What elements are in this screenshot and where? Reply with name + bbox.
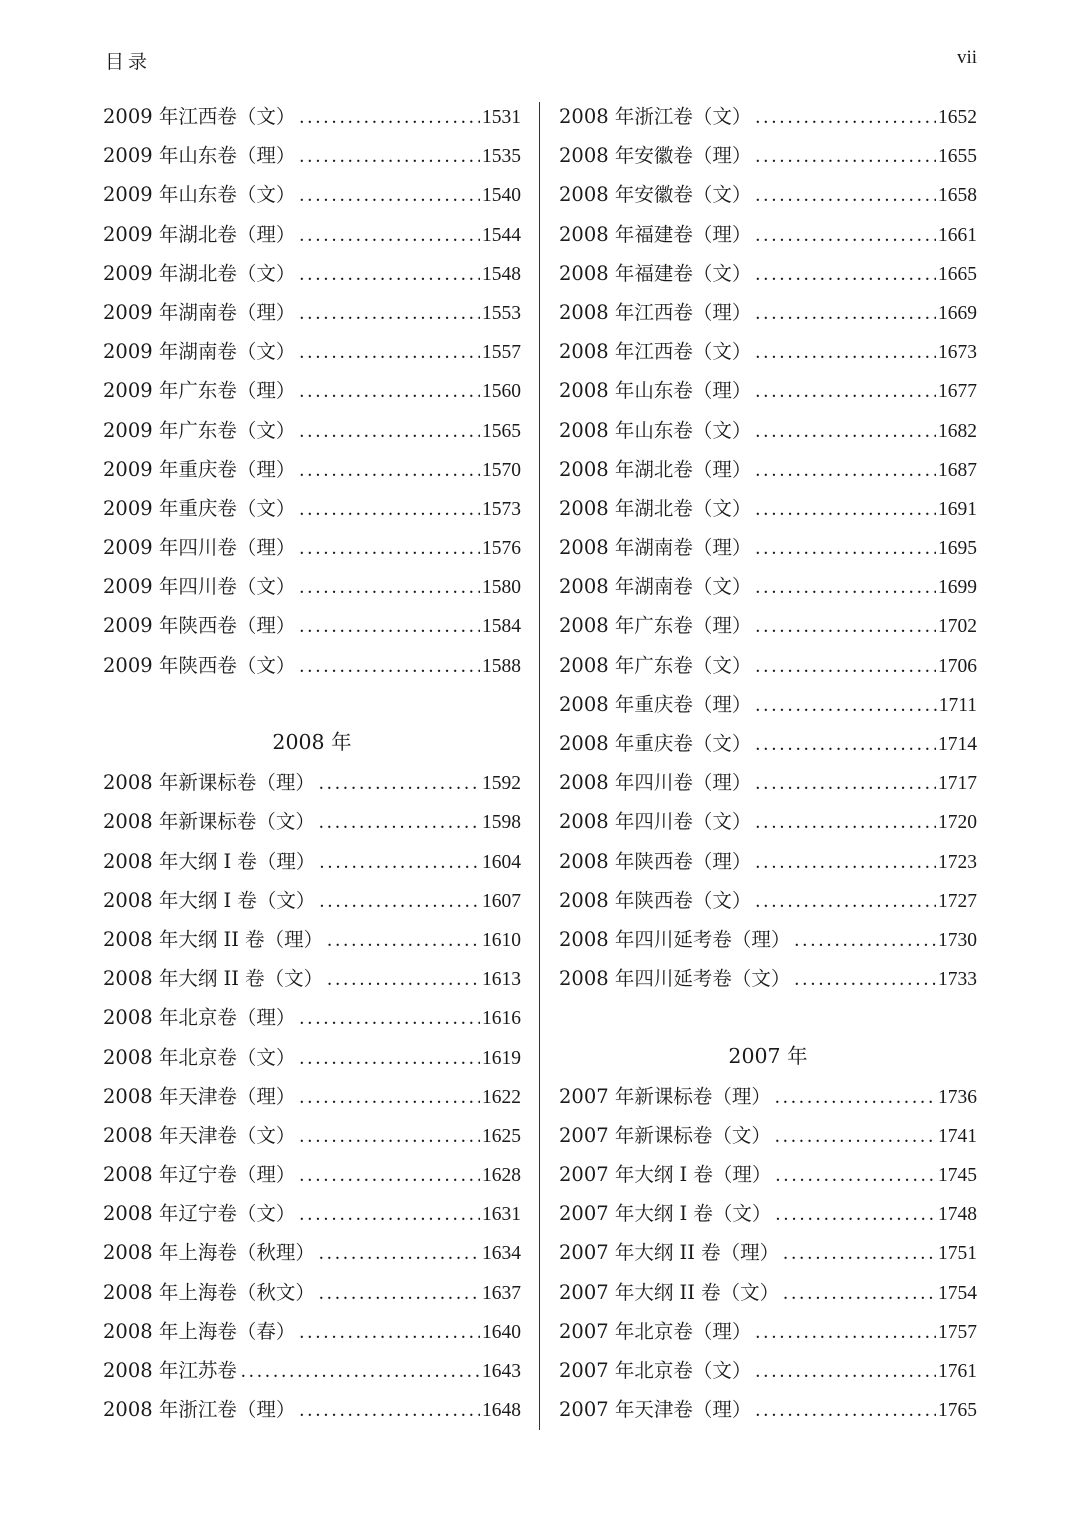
toc-entry-page: 1584 — [482, 616, 521, 638]
toc-entry-title: 2007 年新课标卷（文） — [559, 1123, 771, 1147]
toc-entry[interactable] — [103, 842, 521, 881]
toc-entry-page: 1658 — [938, 185, 977, 207]
dot-leader — [755, 725, 936, 764]
dot-leader — [299, 1391, 480, 1430]
dot-leader — [783, 1274, 936, 1313]
dot-leader — [783, 1234, 936, 1273]
toc-entry[interactable] — [559, 97, 977, 136]
toc-entry-page: 1531 — [482, 107, 521, 128]
toc-entry[interactable] — [103, 254, 521, 293]
toc-entry[interactable] — [103, 293, 521, 332]
dot-leader — [241, 1352, 480, 1391]
toc-entry-page: 1730 — [938, 929, 977, 951]
toc-entry-page: 1682 — [938, 420, 977, 442]
toc-group-2008-cont — [559, 97, 977, 998]
toc-entry-page: 1673 — [938, 342, 977, 364]
toc-entry[interactable] — [103, 1273, 521, 1312]
toc-entry-title: 2009 年山东卷（理） — [103, 144, 296, 168]
toc-entry-page: 1733 — [938, 969, 977, 991]
toc-right-column — [559, 97, 977, 1429]
toc-entry-title: 2008 年浙江卷（文） — [559, 105, 752, 128]
toc-entry[interactable] — [559, 1116, 977, 1155]
toc-entry[interactable] — [103, 450, 521, 489]
section-heading-2008: 2008 年 — [272, 730, 352, 755]
toc-entry-page: 1706 — [938, 655, 977, 677]
toc-entry-title: 2009 年重庆卷（理） — [103, 457, 296, 481]
toc-entry-title: 2008 年江苏卷 — [103, 1359, 237, 1383]
toc-entry[interactable] — [103, 136, 521, 175]
toc-entry[interactable] — [559, 450, 977, 489]
toc-entry[interactable] — [559, 332, 977, 371]
dot-leader — [299, 1156, 480, 1195]
dot-leader — [299, 451, 480, 490]
toc-entry[interactable] — [559, 175, 977, 214]
toc-entry-page: 1576 — [482, 538, 521, 560]
toc-entry[interactable] — [103, 1233, 521, 1272]
dot-leader — [755, 255, 936, 294]
dot-leader — [755, 412, 936, 451]
toc-entry[interactable] — [559, 1390, 977, 1429]
toc-entry-page: 1714 — [938, 734, 977, 755]
toc-entry[interactable] — [103, 371, 521, 410]
dot-leader — [299, 999, 480, 1038]
toc-entry-page: 1761 — [938, 1361, 977, 1383]
toc-entry-title: 2009 年山东卷（文） — [103, 183, 296, 207]
toc-entry-title: 2007 年北京卷（文） — [559, 1359, 752, 1383]
toc-entry[interactable] — [103, 567, 521, 606]
toc-entry-page: 1741 — [938, 1125, 977, 1147]
toc-entry-title: 2008 年北京卷（文） — [103, 1045, 296, 1069]
dot-leader — [319, 1234, 480, 1273]
dot-leader — [299, 647, 480, 686]
dot-leader — [755, 333, 936, 372]
toc-entry-title: 2009 年陕西卷（文） — [103, 653, 296, 677]
dot-leader — [755, 1313, 936, 1352]
toc-entry-page: 1604 — [482, 851, 521, 873]
toc-entry[interactable] — [103, 1312, 521, 1351]
dot-leader — [299, 255, 480, 294]
toc-entry[interactable] — [559, 371, 977, 410]
dot-leader — [775, 1156, 936, 1195]
toc-entry-page: 1751 — [938, 1243, 977, 1265]
toc-entry-title: 2007 年大纲 II 卷（理） — [559, 1241, 780, 1265]
toc-entry[interactable] — [559, 881, 977, 920]
toc-entry-title: 2008 年四川卷（理） — [559, 771, 752, 795]
toc-entry-page: 1607 — [482, 890, 521, 912]
toc-entry-title: 2008 年湖北卷（理） — [559, 457, 752, 481]
dot-leader — [299, 98, 480, 137]
dot-leader — [299, 333, 480, 372]
toc-entry-page: 1736 — [938, 1086, 977, 1108]
toc-entry-title: 2008 年上海卷（秋文） — [103, 1280, 315, 1304]
toc-entry-title: 2008 年大纲 II 卷（文） — [103, 967, 324, 991]
toc-entry-title: 2008 年重庆卷（文） — [559, 732, 752, 755]
toc-entry-page: 1637 — [482, 1282, 521, 1304]
toc-entry[interactable] — [559, 724, 977, 763]
toc-entry-title: 2008 年湖南卷（文） — [559, 575, 752, 599]
toc-left-column — [103, 97, 521, 1429]
toc-entry[interactable] — [103, 1077, 521, 1116]
dot-leader — [299, 1078, 480, 1117]
toc-entry-page: 1573 — [482, 498, 521, 520]
toc-entry[interactable] — [559, 802, 977, 841]
toc-entry-title: 2008 年陕西卷（文） — [559, 888, 752, 912]
toc-entry[interactable] — [103, 1351, 521, 1390]
toc-entry[interactable] — [103, 998, 521, 1037]
toc-entry-title: 2007 年大纲 I 卷（理） — [559, 1163, 772, 1187]
column-divider — [539, 102, 540, 1430]
toc-entry-title: 2008 年四川延考卷（理） — [559, 927, 791, 951]
toc-entry[interactable] — [559, 136, 977, 175]
toc-entry-page: 1665 — [938, 263, 977, 285]
toc-entry-page: 1613 — [482, 969, 521, 991]
toc-entry-title: 2008 年新课标卷（理） — [103, 771, 315, 795]
toc-entry-title: 2008 年福建卷（文） — [559, 261, 752, 285]
toc-entry[interactable] — [103, 528, 521, 567]
toc-entry[interactable] — [103, 920, 521, 959]
toc-entry-page: 1648 — [482, 1400, 521, 1422]
toc-entry-page: 1580 — [482, 577, 521, 599]
toc-entry-title: 2008 年天津卷（理） — [103, 1084, 296, 1108]
toc-entry-title: 2008 年湖北卷（文） — [559, 496, 752, 520]
toc-entry[interactable] — [559, 254, 977, 293]
toc-entry-title: 2009 年四川卷（理） — [103, 536, 296, 560]
toc-entry[interactable] — [103, 1038, 521, 1077]
toc-entry-page: 1592 — [482, 773, 521, 795]
toc-entry-page: 1548 — [482, 263, 521, 285]
dot-leader — [299, 176, 480, 215]
toc-entry-page: 1655 — [938, 146, 977, 168]
dot-leader — [755, 490, 936, 529]
dot-leader — [755, 216, 936, 255]
toc-entry[interactable] — [559, 646, 977, 685]
toc-entry-title: 2008 年上海卷（秋理） — [103, 1241, 315, 1265]
toc-entry-page: 1565 — [482, 420, 521, 442]
toc-entry-page: 1677 — [938, 381, 977, 403]
toc-entry-title: 2008 年湖南卷（理） — [559, 536, 752, 560]
toc-entry-title: 2008 年浙江卷（理） — [103, 1398, 296, 1422]
dot-leader — [755, 529, 936, 568]
toc-entry[interactable] — [559, 1155, 977, 1194]
toc-entry[interactable] — [103, 1390, 521, 1429]
dot-leader — [327, 921, 480, 960]
toc-entry-page: 1616 — [482, 1008, 521, 1030]
toc-entry-page: 1625 — [482, 1125, 521, 1147]
dot-leader — [794, 921, 936, 960]
dot-leader — [299, 568, 480, 607]
dot-leader — [299, 607, 480, 646]
dot-leader — [755, 843, 936, 882]
toc-entry[interactable] — [559, 293, 977, 332]
toc-entry-title: 2008 年重庆卷（理） — [559, 692, 752, 716]
dot-leader — [299, 372, 480, 411]
toc-entry-page: 1640 — [482, 1321, 521, 1343]
dot-leader — [755, 98, 936, 137]
toc-entry-page: 1720 — [938, 812, 977, 834]
dot-leader — [319, 843, 480, 882]
toc-entry-page: 1661 — [938, 224, 977, 246]
dot-leader — [775, 1078, 936, 1117]
dot-leader — [775, 1117, 936, 1156]
toc-entry[interactable] — [103, 411, 521, 450]
toc-entry-page: 1544 — [482, 224, 521, 246]
toc-entry-title: 2008 年江西卷（理） — [559, 300, 752, 324]
toc-entry-title: 2008 年山东卷（理） — [559, 379, 752, 403]
toc-entry-page: 1619 — [482, 1047, 521, 1069]
toc-entry[interactable] — [103, 881, 521, 920]
dot-leader — [755, 607, 936, 646]
dot-leader — [299, 412, 480, 451]
dot-leader — [299, 1195, 480, 1234]
dot-leader — [319, 1274, 480, 1313]
section-heading-2007: 2007 年 — [728, 1043, 808, 1068]
toc-entry-title: 2008 年大纲 I 卷（文） — [103, 888, 316, 912]
toc-entry[interactable] — [559, 842, 977, 881]
dot-leader — [755, 647, 936, 686]
dot-leader — [755, 372, 936, 411]
toc-entry[interactable] — [559, 489, 977, 528]
toc-entry[interactable] — [559, 1312, 977, 1351]
page-number: vii — [956, 47, 977, 68]
toc-entry-title: 2008 年天津卷（文） — [103, 1123, 296, 1147]
dot-leader — [299, 1039, 480, 1078]
toc-entry-title: 2007 年大纲 I 卷（文） — [559, 1202, 772, 1226]
toc-group-2007 — [559, 1077, 977, 1430]
toc-entry[interactable] — [559, 411, 977, 450]
toc-entry-page: 1702 — [938, 616, 977, 638]
toc-entry-title: 2008 年上海卷（春） — [103, 1319, 296, 1343]
toc-entry-title: 2009 年陕西卷（理） — [103, 614, 296, 638]
toc-entry-title: 2008 年安徽卷（文） — [559, 183, 752, 207]
toc-entry-page: 1669 — [938, 302, 977, 324]
toc-entry-page: 1699 — [938, 577, 977, 599]
toc-entry-page: 1652 — [938, 107, 977, 128]
toc-entry-title: 2008 年辽宁卷（文） — [103, 1202, 296, 1226]
toc-entry[interactable] — [103, 1155, 521, 1194]
toc-entry-page: 1628 — [482, 1165, 521, 1187]
toc-entry-page: 1711 — [938, 694, 977, 716]
toc-entry[interactable] — [559, 920, 977, 959]
toc-entry[interactable] — [103, 175, 521, 214]
dot-leader — [755, 568, 936, 607]
toc-entry-page: 1695 — [938, 538, 977, 560]
toc-entry-title: 2007 年新课标卷（理） — [559, 1084, 771, 1108]
toc-entry-title: 2009 年湖北卷（文） — [103, 261, 296, 285]
toc-entry[interactable] — [103, 1194, 521, 1233]
toc-entry-page: 1553 — [482, 302, 521, 324]
toc-entry[interactable] — [559, 763, 977, 802]
toc-entry-page: 1691 — [938, 498, 977, 520]
toc-entry[interactable] — [559, 606, 977, 645]
toc-group-2009 — [103, 97, 521, 685]
toc-entry[interactable] — [103, 332, 521, 371]
dot-leader — [299, 216, 480, 255]
toc-entry[interactable] — [103, 97, 521, 136]
dot-leader — [319, 803, 480, 842]
toc-entry-title: 2008 年辽宁卷（理） — [103, 1163, 296, 1187]
toc-entry-page: 1727 — [938, 890, 977, 912]
toc-entry-page: 1557 — [482, 342, 521, 364]
toc-entry-title: 2008 年广东卷（理） — [559, 614, 752, 638]
toc-entry-page: 1748 — [938, 1204, 977, 1226]
dot-leader — [299, 294, 480, 333]
toc-entry-page: 1570 — [482, 459, 521, 481]
toc-entry-title: 2008 年陕西卷（理） — [559, 849, 752, 873]
toc-entry[interactable] — [559, 685, 977, 724]
dot-leader — [319, 882, 480, 921]
toc-entry-title: 2009 年湖南卷（文） — [103, 340, 296, 364]
dot-leader — [755, 686, 936, 725]
dot-leader — [755, 764, 936, 803]
toc-entry-title: 2007 年天津卷（理） — [559, 1398, 752, 1422]
toc-entry-page: 1588 — [482, 655, 521, 677]
toc-entry-title: 2009 年湖北卷（理） — [103, 222, 296, 246]
toc-entry[interactable] — [559, 567, 977, 606]
toc-entry-title: 2007 年北京卷（理） — [559, 1319, 752, 1343]
toc-entry-page: 1745 — [938, 1165, 977, 1187]
toc-entry-page: 1631 — [482, 1204, 521, 1226]
dot-leader — [755, 882, 936, 921]
toc-entry-title: 2008 年广东卷（文） — [559, 653, 752, 677]
dot-leader — [319, 764, 480, 803]
dot-leader — [794, 960, 936, 999]
dot-leader — [327, 960, 480, 999]
toc-entry[interactable] — [559, 528, 977, 567]
toc-entry-page: 1535 — [482, 146, 521, 168]
dot-leader — [299, 1313, 480, 1352]
dot-leader — [299, 529, 480, 568]
toc-entry[interactable] — [559, 1077, 977, 1116]
toc-entry-page: 1687 — [938, 459, 977, 481]
dot-leader — [755, 803, 936, 842]
toc-entry[interactable] — [559, 1273, 977, 1312]
toc-entry[interactable] — [559, 1233, 977, 1272]
toc-entry[interactable] — [559, 1351, 977, 1390]
toc-entry-page: 1634 — [482, 1243, 521, 1265]
toc-entry[interactable] — [103, 802, 521, 841]
toc-entry-title: 2009 年广东卷（理） — [103, 379, 296, 403]
toc-entry-title: 2007 年大纲 II 卷（文） — [559, 1280, 780, 1304]
toc-entry-title: 2008 年山东卷（文） — [559, 418, 752, 442]
toc-entry[interactable] — [103, 1116, 521, 1155]
toc-entry-page: 1560 — [482, 381, 521, 403]
toc-entry-title: 2008 年福建卷（理） — [559, 222, 752, 246]
toc-entry-page: 1717 — [938, 773, 977, 795]
toc-entry-title: 2008 年安徽卷（理） — [559, 144, 752, 168]
toc-entry-title: 2008 年大纲 II 卷（理） — [103, 927, 324, 951]
toc-entry-title: 2008 年北京卷（理） — [103, 1006, 296, 1030]
dot-leader — [755, 1352, 936, 1391]
dot-leader — [775, 1195, 936, 1234]
toc-entry-page: 1622 — [482, 1086, 521, 1108]
toc-entry-title: 2008 年大纲 I 卷（理） — [103, 849, 316, 873]
toc-entry[interactable] — [103, 763, 521, 802]
toc-entry-title: 2009 年四川卷（文） — [103, 575, 296, 599]
toc-entry[interactable] — [103, 646, 521, 685]
dot-leader — [299, 1117, 480, 1156]
toc-entry-title: 2008 年四川卷（文） — [559, 810, 752, 834]
toc-entry-title: 2009 年广东卷（文） — [103, 418, 296, 442]
toc-entry-title: 2009 年江西卷（文） — [103, 105, 296, 128]
dot-leader — [755, 1391, 936, 1430]
toc-entry[interactable] — [559, 1194, 977, 1233]
toc-entry-page: 1643 — [482, 1361, 521, 1383]
toc-entry[interactable] — [103, 959, 521, 998]
dot-leader — [755, 176, 936, 215]
toc-entry[interactable] — [103, 489, 521, 528]
toc-entry-page: 1610 — [482, 929, 521, 951]
toc-entry[interactable] — [103, 215, 521, 254]
toc-entry-page: 1754 — [938, 1282, 977, 1304]
dot-leader — [755, 451, 936, 490]
toc-entry-title: 2009 年湖南卷（理） — [103, 300, 296, 324]
toc-entry[interactable] — [559, 959, 977, 998]
toc-entry-page: 1540 — [482, 185, 521, 207]
toc-group-2008 — [103, 763, 521, 1429]
toc-entry-title: 2008 年新课标卷（文） — [103, 810, 315, 834]
toc-entry-page: 1723 — [938, 851, 977, 873]
toc-entry-title: 2008 年四川延考卷（文） — [559, 967, 791, 991]
dot-leader — [755, 294, 936, 333]
dot-leader — [299, 137, 480, 176]
toc-entry-page: 1757 — [938, 1321, 977, 1343]
dot-leader — [755, 137, 936, 176]
dot-leader — [299, 490, 480, 529]
toc-entry-title: 2009 年重庆卷（文） — [103, 496, 296, 520]
toc-entry-page: 1765 — [938, 1400, 977, 1422]
toc-entry-page: 1598 — [482, 812, 521, 834]
toc-entry[interactable] — [103, 606, 521, 645]
toc-entry-title: 2008 年江西卷（文） — [559, 340, 752, 364]
running-header-title: 目录 — [105, 51, 152, 73]
toc-entry[interactable] — [559, 215, 977, 254]
